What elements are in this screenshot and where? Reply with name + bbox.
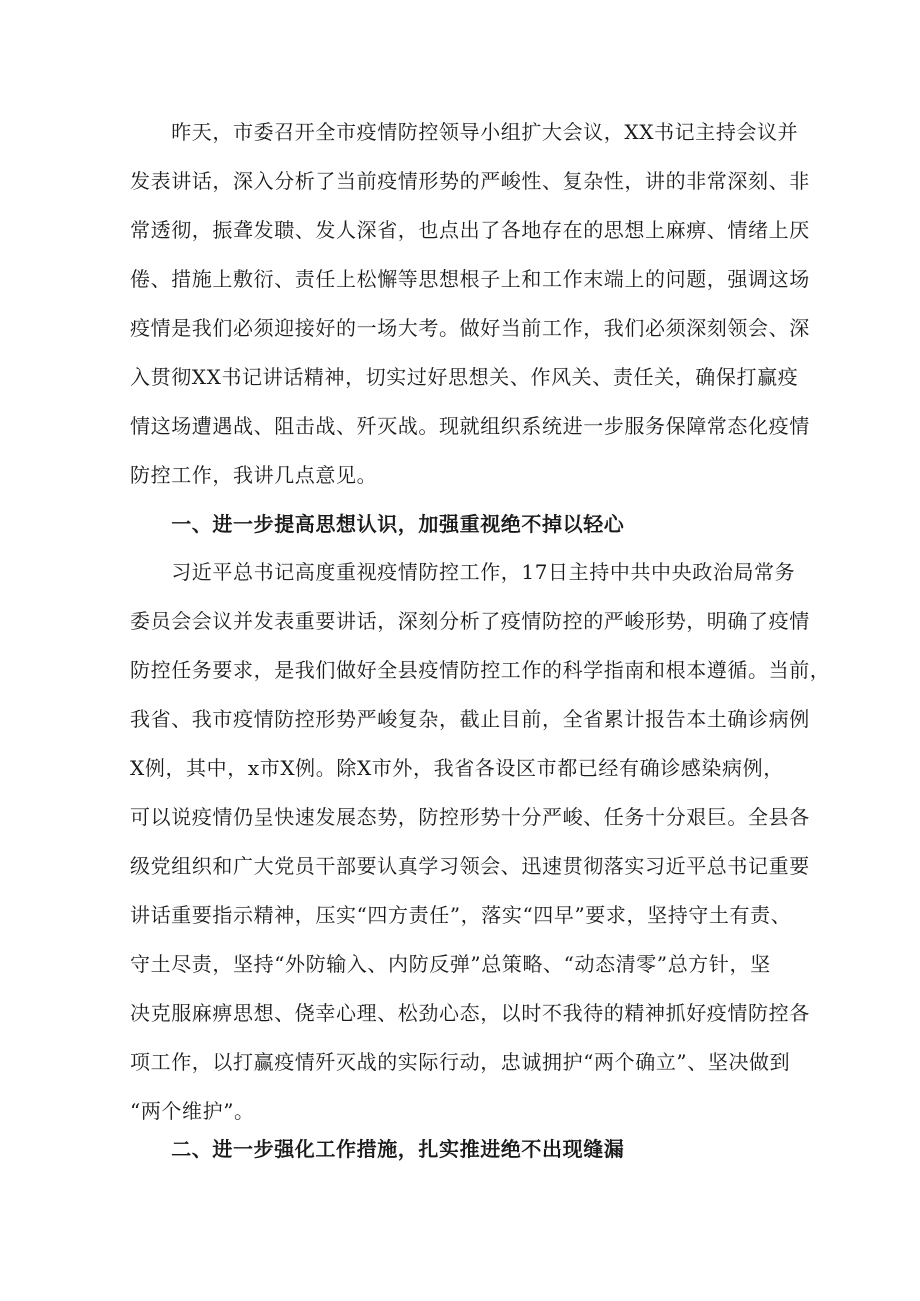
section-heading-1-wrapper	[130, 500, 790, 549]
intro-paragraph	[130, 108, 810, 500]
text-line: 可以说疫情仍呈快速发展态势，防控形势十分严峻、任务十分艰巨。全县各	[130, 805, 810, 829]
text-line: 入贯彻XX书记讲话精神，切实过好思想关、作风关、责任关，确保打赢疫	[130, 365, 799, 389]
text-line: 昨天，市委召开全市疫情防控领导小组扩大会议，XX书记主持会议并	[130, 120, 799, 144]
section-heading-1: 一、进一步提高思想认识，加强重视绝不掉以轻心	[130, 512, 625, 536]
text-line: 我省、我市疫情防控形势严峻复杂，截止目前，全省累计报告本土确诊病例	[130, 707, 810, 731]
text-line: 级党组织和广大党员干部要认真学习领会、迅速贯彻落实习近平总书记重要	[130, 854, 810, 878]
text-line: 习近平总书记高度重视疫情防控工作，17日主持中共中央政治局常务	[130, 560, 796, 584]
section-heading-2: 二、进一步强化工作措施，扎实推进绝不出现缝漏	[130, 1137, 625, 1161]
text-line: 决克服麻痹思想、侥幸心理、松劲心态，以时不我待的精神抓好疫情防控各	[130, 1001, 810, 1025]
text-line: 守土尽责，坚持“外防输入、内防反弹”总策略、“动态清零”总方针，坚	[130, 952, 771, 976]
text-line: 防控任务要求，是我们做好全县疫情防控工作的科学指南和根本遵循。当前，	[130, 658, 831, 682]
text-line: 常透彻，振聋发聩、发人深省，也点出了各地存在的思想上麻痹、情绪上厌	[130, 218, 810, 242]
text-line: 讲话重要指示精神，压实“四方责任”，落实“四早”要求，坚持守土有责、	[130, 903, 792, 927]
text-line: 委员会会议并发表重要讲话，深刻分析了疫情防控的严峻形势，明确了疫情	[130, 609, 810, 633]
text-line: 疫情是我们必须迎接好的一场大考。做好当前工作，我们必须深刻领会、深	[130, 316, 810, 340]
text-line: 项工作，以打赢疫情歼灭战的实际行动，忠诚拥护“两个确立”、坚决做到	[130, 1050, 791, 1074]
text-line: 情这场遭遇战、阻击战、歼灭战。现就组织系统进一步服务保障常态化疫情	[130, 414, 810, 438]
text-line: “两个维护”。	[130, 1099, 255, 1123]
text-line: 防控工作，我讲几点意见。	[130, 463, 378, 487]
text-line: 倦、措施上敷衍、责任上松懈等思想根子上和工作末端上的问题，强调这场	[130, 267, 810, 291]
text-line: 发表讲话，深入分析了当前疫情形势的严峻性、复杂性，讲的非常深刻、非	[130, 169, 810, 193]
section-heading-2-wrapper	[130, 1125, 790, 1174]
section-1-paragraph	[130, 548, 831, 1136]
text-line: X例，其中，x市X例。除X市外，我省各设区市都已经有确诊感染病例，	[130, 756, 784, 780]
